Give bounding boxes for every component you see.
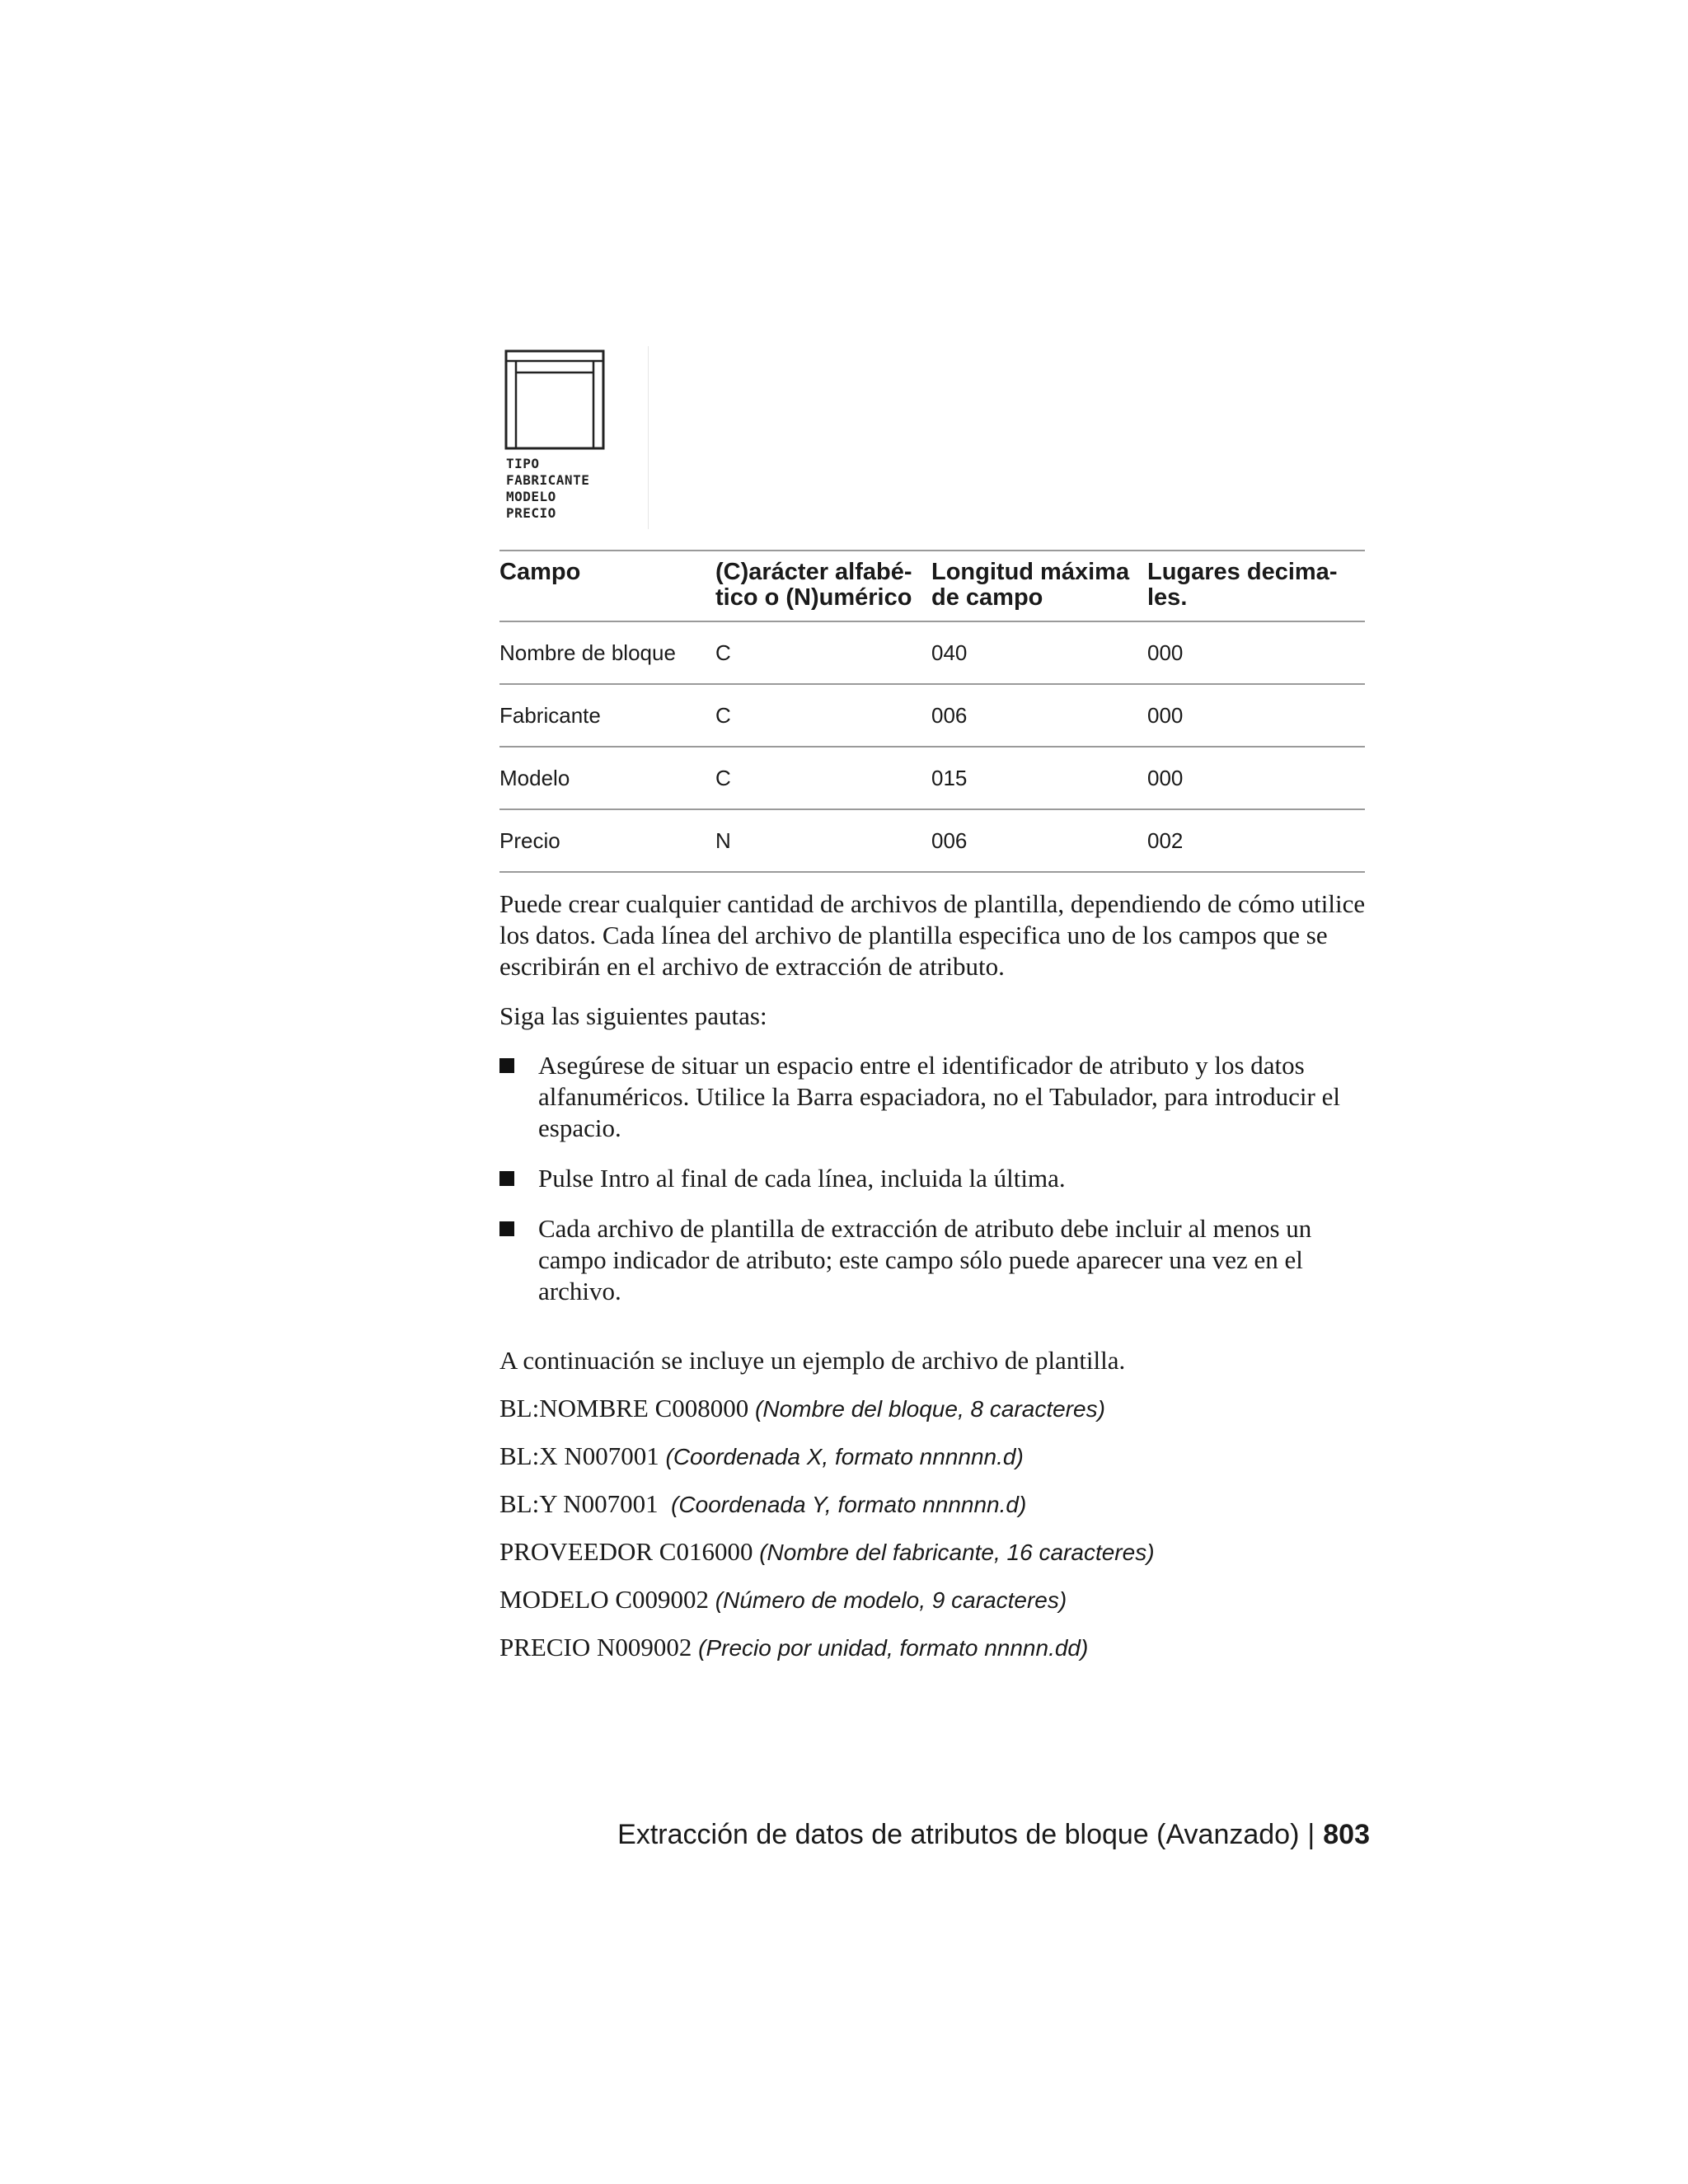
cell-tipo: C	[715, 621, 931, 684]
template-description: (Precio por unidad, formato nnnnn.dd)	[698, 1635, 1089, 1661]
template-code: MODELO C009002	[499, 1585, 710, 1614]
cell-longitud: 006	[931, 809, 1147, 872]
header-longitud	[931, 551, 1147, 621]
cell-decimales: 002	[1147, 809, 1365, 872]
attribute-tag: FABRICANTE	[506, 472, 590, 488]
list-item-text: Cada archivo de plantilla de extracción de atributo debe incluir al menos un campo indicador de atributo; este campo sólo puede aparecer una vez en el archivo.	[538, 1214, 1312, 1305]
square-bullet-icon	[499, 1221, 514, 1236]
page-number: 803	[1323, 1819, 1370, 1850]
cell-campo: Modelo	[499, 747, 715, 809]
table-row	[499, 684, 1365, 747]
attribute-tag: TIPO	[506, 456, 540, 471]
header-decimales	[1147, 551, 1365, 621]
template-line	[499, 1488, 1373, 1521]
header-decimales-text: Lugares decima- les.	[1147, 559, 1338, 611]
field-spec-table	[499, 550, 1365, 873]
cell-decimales: 000	[1147, 621, 1365, 684]
template-code: BL:X N007001	[499, 1441, 659, 1470]
list-item-text: Asegúrese de situar un espacio entre el identificador de atributo y los datos alfanuméricos. Utilice la Barra espaciadora, no el Tabulador, para introducir el espacio.	[538, 1051, 1340, 1142]
template-line	[499, 1393, 1373, 1425]
list-item	[499, 1213, 1373, 1307]
template-description: (Coordenada X, formato nnnnnn.d)	[665, 1444, 1024, 1469]
cell-longitud: 040	[931, 621, 1147, 684]
footer-separator: |	[1307, 1819, 1315, 1850]
cell-tipo: C	[715, 684, 931, 747]
template-code: PROVEEDOR C016000	[499, 1537, 753, 1566]
template-description: (Nombre del fabricante, 16 caracteres)	[759, 1540, 1155, 1565]
header-campo: Campo	[499, 551, 715, 621]
template-code: BL:NOMBRE C008000	[499, 1394, 749, 1422]
block-attribute-figure	[501, 346, 658, 529]
cell-tipo: C	[715, 747, 931, 809]
attribute-tag: PRECIO	[506, 505, 556, 521]
cell-longitud: 015	[931, 747, 1147, 809]
block-drawing	[504, 349, 612, 452]
header-longitud-text: Longitud máxima de campo	[931, 559, 1130, 611]
cell-campo: Nombre de bloque	[499, 621, 715, 684]
cell-decimales: 000	[1147, 684, 1365, 747]
template-line	[499, 1536, 1373, 1568]
template-line	[499, 1441, 1373, 1473]
template-description: (Número de modelo, 9 caracteres)	[715, 1587, 1067, 1613]
template-code: PRECIO N009002	[499, 1633, 692, 1661]
cell-tipo: N	[715, 809, 931, 872]
list-item-text: Pulse Intro al final de cada línea, incluida la última.	[538, 1164, 1066, 1193]
list-item	[499, 1163, 1373, 1194]
template-description: (Coordenada Y, formato nnnnnn.d)	[671, 1492, 1027, 1517]
list-item	[499, 1050, 1373, 1144]
template-line	[499, 1632, 1373, 1664]
attribute-tag: MODELO	[506, 489, 556, 504]
example-intro-paragraph: A continuación se incluye un ejemplo de archivo de plantilla.	[499, 1346, 1126, 1375]
cell-decimales: 000	[1147, 747, 1365, 809]
table-row	[499, 621, 1365, 684]
table-header-row	[499, 551, 1365, 621]
header-tipo	[715, 551, 931, 621]
table-row	[499, 747, 1365, 809]
square-bullet-icon	[499, 1058, 514, 1073]
footer-title: Extracción de datos de atributos de bloque (Avanzado)	[617, 1819, 1300, 1850]
figure-edge	[648, 346, 649, 529]
intro-paragraph: Puede crear cualquier cantidad de archivos de plantilla, dependiendo de cómo utilice los datos. Cada línea del archivo de plantilla especifica uno de los campos que se escribirán en el archivo de extracción de atributo.	[499, 889, 1366, 981]
page-footer	[617, 1818, 1370, 1851]
template-description: (Nombre del bloque, 8 caracteres)	[755, 1396, 1105, 1422]
guidelines-list	[499, 1050, 1373, 1326]
attribute-tag-list	[506, 456, 589, 522]
header-tipo-text: (C)arácter alfabé- tico o (N)umérico	[715, 559, 912, 611]
guidelines-paragraph: Siga las siguientes pautas:	[499, 1001, 767, 1030]
cell-campo: Fabricante	[499, 684, 715, 747]
cell-longitud: 006	[931, 684, 1147, 747]
table-row	[499, 809, 1365, 872]
template-code: BL:Y N007001	[499, 1489, 659, 1518]
square-bullet-icon	[499, 1171, 514, 1186]
template-line	[499, 1584, 1373, 1616]
cell-campo: Precio	[499, 809, 715, 872]
